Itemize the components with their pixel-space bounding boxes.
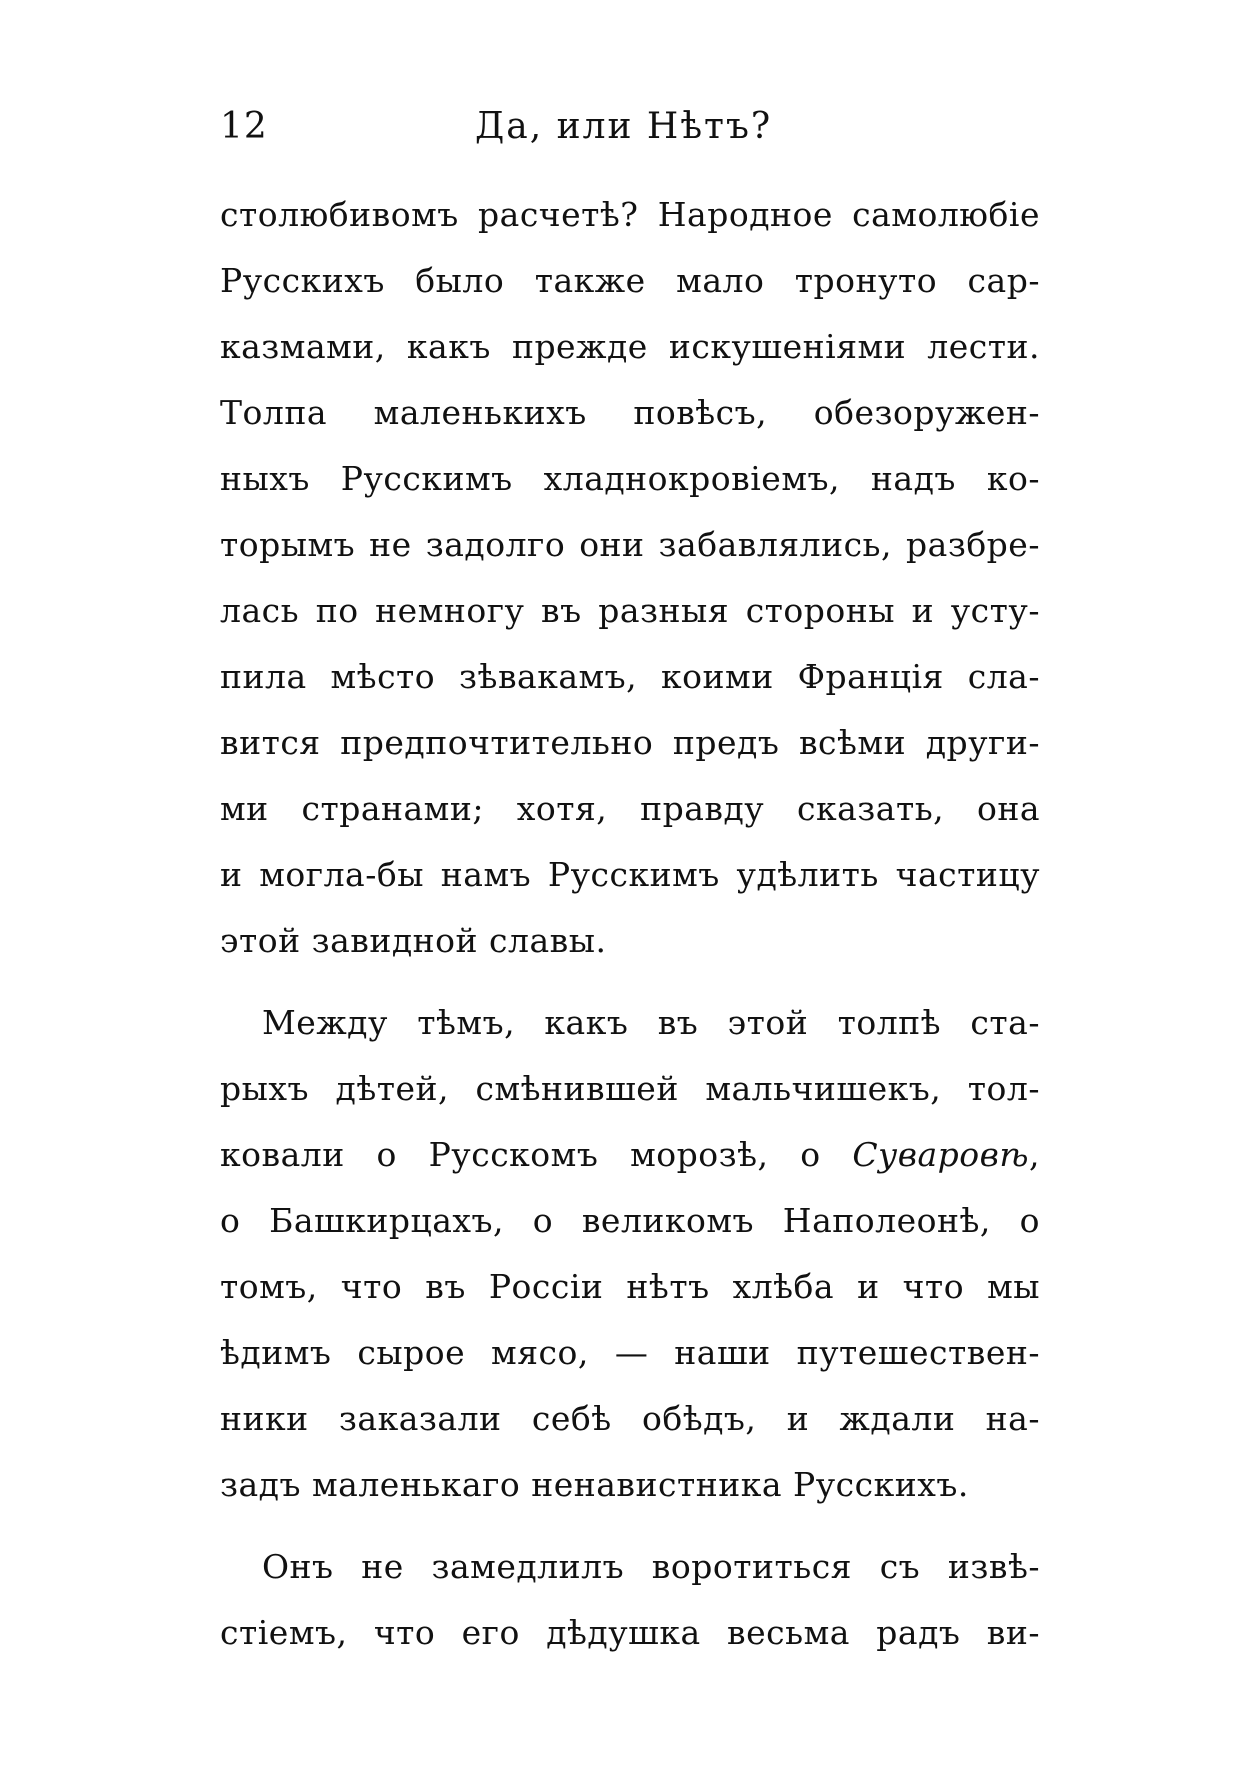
text-line-with-italic <box>220 1122 1040 1188</box>
text-line: и могла-бы намъ Русскимъ удѣлить частицу <box>220 855 1040 894</box>
paragraph-2 <box>220 990 1040 1518</box>
text-line: стіемъ, что его дѣдушка весьма радъ ви- <box>220 1613 1040 1652</box>
paragraph-1 <box>220 182 1040 974</box>
text-line: о Башкирцахъ, о великомъ Наполеонѣ, о <box>220 1201 1040 1240</box>
page-header <box>220 103 1040 153</box>
text-line: этой завидной славы. <box>220 921 607 960</box>
running-title: Да, или Нѣтъ? <box>475 106 773 147</box>
text-line: Толпа маленькихъ повѣсъ, обезоружен- <box>220 393 1040 432</box>
text-line: Русскихъ было также мало тронуто сар- <box>220 261 1040 300</box>
text-fragment: ковали о Русскомъ морозѣ, о <box>220 1135 853 1174</box>
text-line: ники заказали себѣ обѣдъ, и ждали на- <box>220 1399 1040 1438</box>
text-line: ныхъ Русскимъ хладнокровіемъ, надъ ко- <box>220 459 1040 498</box>
paragraph-gap <box>220 974 1040 990</box>
text-line: торымъ не задолго они забавлялись, разбре- <box>220 525 1040 564</box>
text-line: вится предпочтительно предъ всѣми други- <box>220 723 1040 762</box>
text-line: задъ маленькаго ненавистника Русскихъ. <box>220 1465 969 1504</box>
italic-name: Суваровѣ <box>852 1135 1029 1174</box>
text-line: лась по немногу въ разныя стороны и усту- <box>220 591 1040 630</box>
text-line: Онъ не замедлилъ воротиться съ извѣ- <box>262 1547 1040 1586</box>
text-line: рыхъ дѣтей, смѣнившей мальчишекъ, тол- <box>220 1069 1040 1108</box>
text-fragment: , <box>1029 1135 1040 1174</box>
text-line: ѣдимъ сырое мясо, — наши путешествен- <box>220 1333 1040 1372</box>
body-text <box>220 182 1040 1666</box>
text-line: ми странами; хотя, правду сказать, она <box>220 789 1040 828</box>
text-line: столюбивомъ расчетѣ? Народное самолюбіе <box>220 195 1040 234</box>
text-line: томъ, что въ Россiи нѣтъ хлѣба и что мы <box>220 1267 1040 1306</box>
text-line: казмами, какъ прежде искушеніями лести. <box>220 327 1040 366</box>
text-line: Между тѣмъ, какъ въ этой толпѣ ста- <box>262 1003 1040 1042</box>
text-line: пила мѣсто зѣвакамъ, коими Францiя сла- <box>220 657 1040 696</box>
page-number: 12 <box>220 106 268 147</box>
paragraph-3 <box>220 1534 1040 1666</box>
paragraph-gap <box>220 1518 1040 1534</box>
